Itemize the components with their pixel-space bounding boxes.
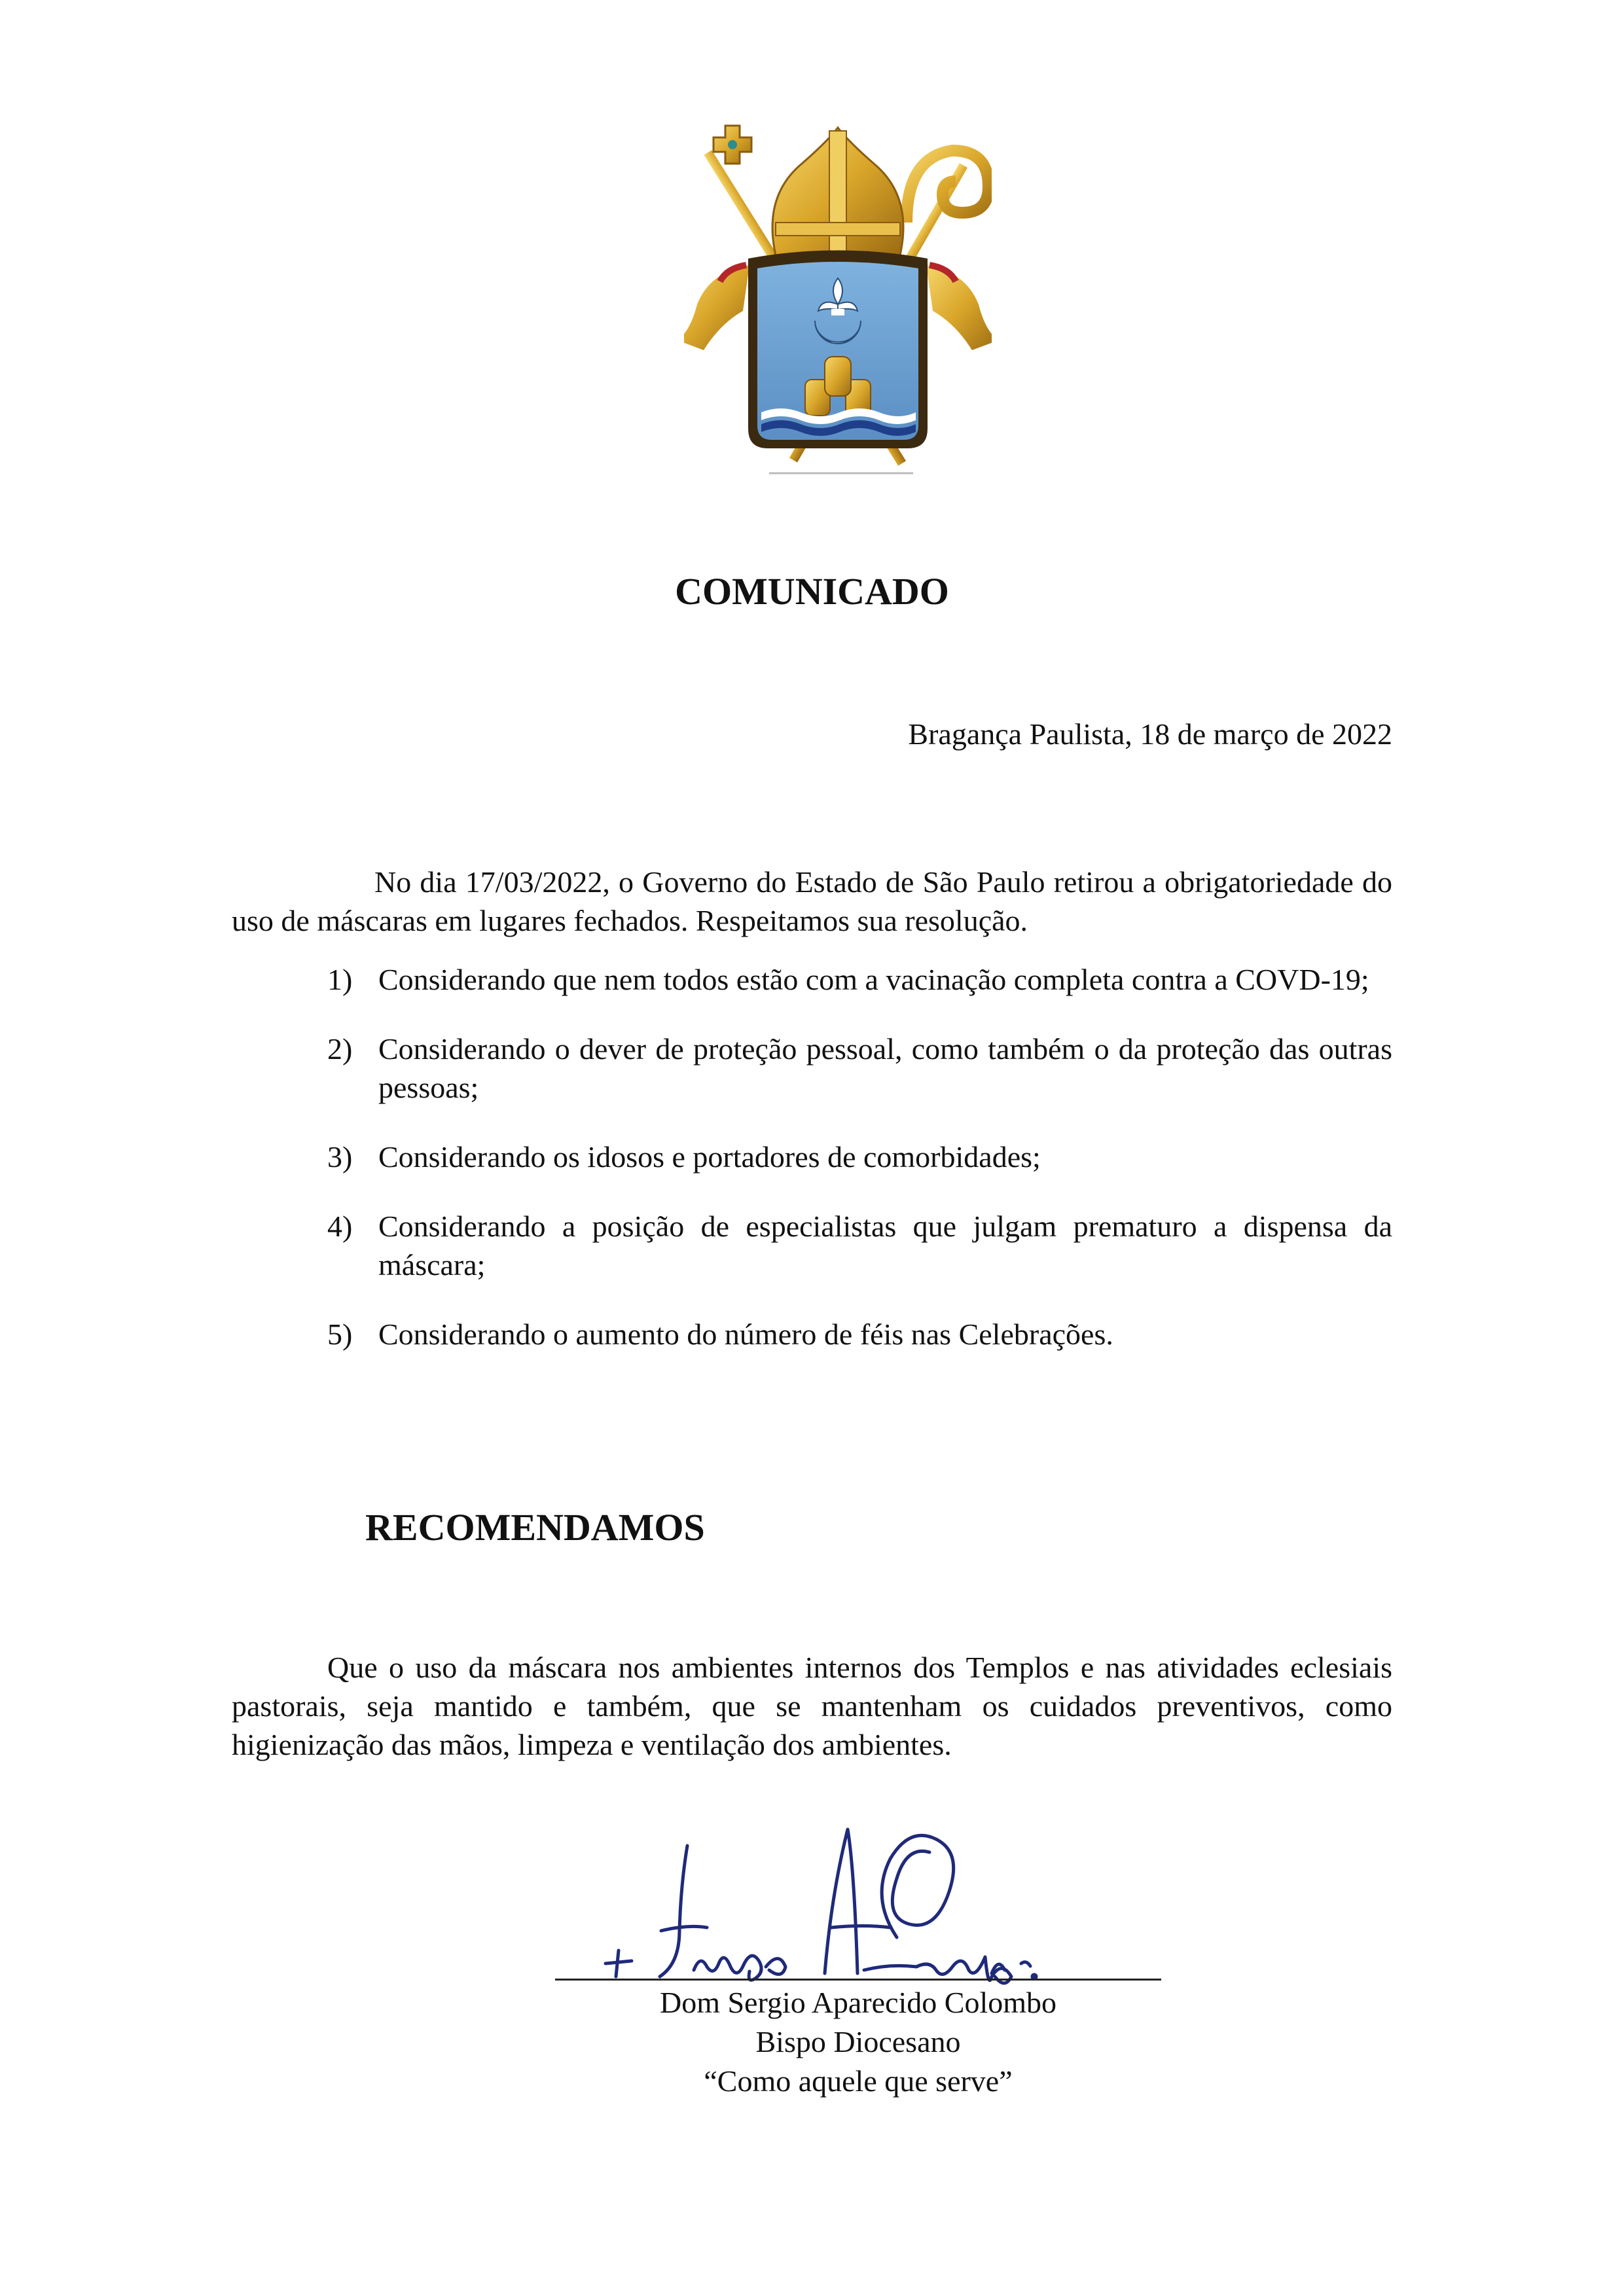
list-item-text: Considerando o aumento do número de féis nas Celebrações. (378, 1318, 1113, 1351)
list-number: 1) (327, 963, 353, 996)
list-item-text: Considerando a posição de especialistas que julgam prematuro a dispensa da máscara; (378, 1210, 1392, 1282)
considerations-list (232, 960, 1392, 1384)
list-item-text: Considerando o dever de proteção pessoal, como também o da proteção das outras pessoas; (378, 1032, 1392, 1104)
mitre-icon (772, 128, 903, 255)
recommendation-paragraph-text: Que o uso da máscara nos ambientes internos dos Templos e nas atividades eclesiais pastorais, seja mantido e também, que se mantenham os cuidados preventivos, como higienização das mãos, limpeza e ventilação dos ambientes. (232, 1651, 1392, 1761)
list-number: 4) (327, 1210, 353, 1243)
signature-lettering: + Sérgio A. Colombo (589, 1816, 595, 1817)
shield-icon (748, 251, 928, 449)
list-number: 2) (327, 1032, 353, 1066)
diocesan-coat-of-arms (684, 124, 992, 488)
intro-paragraph-text: No dia 17/03/2022, o Governo do Estado de São Paulo retirou a obrigatoriedade do uso de máscaras em lugares fechados. Respeitamos sua resolução. (232, 865, 1392, 937)
signer-role: Bispo Diocesano (755, 2025, 961, 2058)
list-item (232, 1138, 1392, 1176)
list-item-text: Considerando os idosos e portadores de comorbidades; (378, 1140, 1041, 1174)
signer-name: Dom Sergio Aparecido Colombo (659, 1986, 1057, 2019)
list-item-text: Considerando que nem todos estão com a vacinação completa contra a COVD-19; (378, 963, 1369, 996)
handwritten-signature (589, 1816, 1113, 1996)
recommendation-heading: RECOMENDAMOS (365, 1506, 705, 1549)
signature-line (555, 1979, 1161, 1981)
list-item (232, 1315, 1392, 1354)
signer-motto: “Como aquele que serve” (704, 2064, 1013, 2098)
intro-paragraph (232, 863, 1392, 940)
date-line: Bragança Paulista, 18 de março de 2022 (908, 717, 1392, 751)
list-number: 5) (327, 1318, 353, 1351)
recommendation-paragraph (232, 1648, 1392, 1764)
list-item (232, 1030, 1392, 1107)
document-title: COMUNICADO (675, 570, 949, 613)
list-item (232, 960, 1392, 999)
list-item (232, 1207, 1392, 1284)
list-number: 3) (327, 1140, 353, 1174)
